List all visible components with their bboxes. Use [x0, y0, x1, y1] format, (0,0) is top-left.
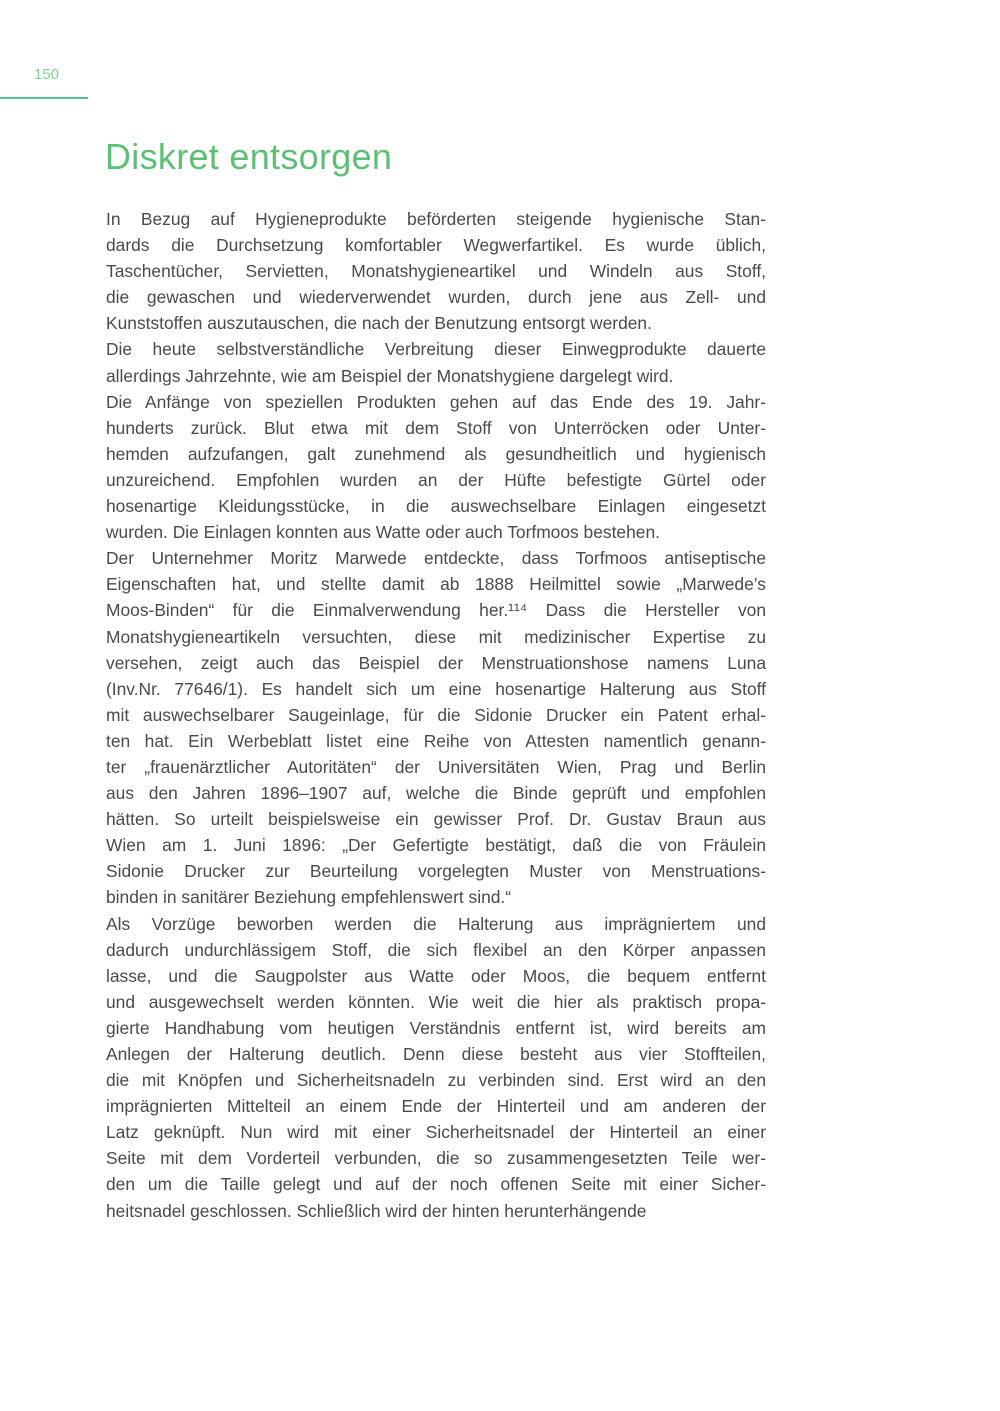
- text-line: aus den Jahren 1896–1907 auf, welche die Binde geprüft und empfohlen: [106, 783, 766, 804]
- text-line: Als Vorzüge beworben werden die Halterung aus imprägniertem und: [106, 913, 766, 934]
- text-line: In Bezug auf Hygieneprodukte beförderten steigende hygienische Stan-: [106, 209, 766, 229]
- text-line: Die heute selbstverständliche Verbreitung dieser Einwegprodukte dauerte: [106, 339, 766, 360]
- text-line: (Inv.Nr. 77646/1). Es handelt sich um eine hosenartige Halterung aus Stoff: [106, 678, 766, 699]
- text-line: Wien am 1. Juni 1896: „Der Gefertigte bestätigt, daß die von Fräulein: [106, 835, 766, 856]
- body-text: [106, 206, 766, 1224]
- text-line: versehen, zeigt auch das Beispiel der Menstruationshose namens Luna: [106, 652, 766, 673]
- text-line: unzureichend. Empfohlen wurden an der Hüfte befestigte Gürtel oder: [106, 469, 766, 490]
- text-line: Monatshygieneartikeln versuchten, diese mit medizinischer Expertise zu: [106, 626, 766, 647]
- text-line: ten hat. Ein Werbeblatt listet eine Reihe von Attesten namentlich genann-: [106, 730, 766, 751]
- text-line: die gewaschen und wiederverwendet wurden, durch jene aus Zell- und: [106, 287, 766, 308]
- text-line: den um die Taille gelegt und auf der noch offenen Seite mit einer Sicher-: [106, 1174, 766, 1195]
- text-line: hosenartige Kleidungsstücke, in die auswechselbare Einlagen eingesetzt: [106, 496, 766, 517]
- text-line: hätten. So urteilt beispielsweise ein gewisser Prof. Dr. Gustav Braun aus: [106, 809, 766, 830]
- text-line: mit auswechselbarer Saugeinlage, für die Sidonie Drucker ein Patent erhal-: [106, 704, 766, 725]
- text-line: Taschentücher, Servietten, Monatshygieneartikel und Windeln aus Stoff,: [106, 261, 766, 282]
- text-line: hunderts zurück. Blut etwa mit dem Stoff von Unterröcken oder Unter-: [106, 417, 766, 438]
- text-line: binden in sanitärer Beziehung empfehlenswert sind.“: [106, 887, 512, 908]
- text-line: imprägnierten Mittelteil an einem Ende der Hinterteil und am anderen der: [106, 1096, 766, 1117]
- text-line: Die Anfänge von speziellen Produkten gehen auf das Ende des 19. Jahr-: [106, 391, 766, 412]
- text-line: hemden aufzufangen, galt zunehmend als gesundheitlich und hygienisch: [106, 443, 766, 464]
- text-line: ter „frauenärztlicher Autoritäten“ der Universitäten Wien, Prag und Berlin: [106, 756, 766, 777]
- text-line: wurden. Die Einlagen konnten aus Watte oder auch Torfmoos bestehen.: [106, 522, 660, 543]
- text-line: Anlegen der Halterung deutlich. Denn diese besteht aus vier Stoffteilen,: [106, 1044, 766, 1064]
- header-rule: [0, 97, 88, 99]
- text-line: die mit Knöpfen und Sicherheitsnadeln zu verbinden sind. Erst wird an den: [106, 1070, 766, 1091]
- text-line: Der Unternehmer Moritz Marwede entdeckte, dass Torfmoos antiseptische: [106, 548, 766, 569]
- text-line: dadurch undurchlässigem Stoff, die sich flexibel an den Körper anpassen: [106, 939, 766, 960]
- page-number: 150: [34, 66, 60, 83]
- text-line: dards die Durchsetzung komfortabler Wegwerfartikel. Es wurde üblich,: [106, 235, 766, 256]
- text-line: Kunststoffen auszutauschen, die nach der Benutzung entsorgt werden.: [106, 313, 652, 334]
- text-line: Seite mit dem Vorderteil verbunden, die so zusammengesetzten Teile wer-: [106, 1148, 766, 1169]
- text-line: heitsnadel geschlossen. Schließlich wird der hinten herunterhängende: [106, 1200, 647, 1221]
- text-line: Eigenschaften hat, und stellte damit ab 1888 Heilmittel sowie „Marwede’s: [106, 574, 766, 595]
- text-line: Latz geknüpft. Nun wird mit einer Sicherheitsnadel der Hinterteil an einer: [106, 1122, 766, 1143]
- text-line: Sidonie Drucker zur Beurteilung vorgelegten Muster von Menstruations-: [106, 861, 766, 882]
- text-line: gierte Handhabung vom heutigen Verständnis entfernt ist, wird bereits am: [106, 1017, 766, 1038]
- text-line: und ausgewechselt werden könnten. Wie weit die hier als praktisch propa-: [106, 991, 766, 1012]
- text-line: allerdings Jahrzehnte, wie am Beispiel der Monatshygiene dargelegt wird.: [106, 365, 674, 386]
- section-title: Diskret entsorgen: [105, 136, 393, 177]
- text-line: lasse, und die Saugpolster aus Watte oder Moos, die bequem entfernt: [106, 965, 766, 986]
- text-line: Moos-Binden“ für die Einmalverwendung her.¹¹⁴ Dass die Hersteller von: [106, 600, 766, 621]
